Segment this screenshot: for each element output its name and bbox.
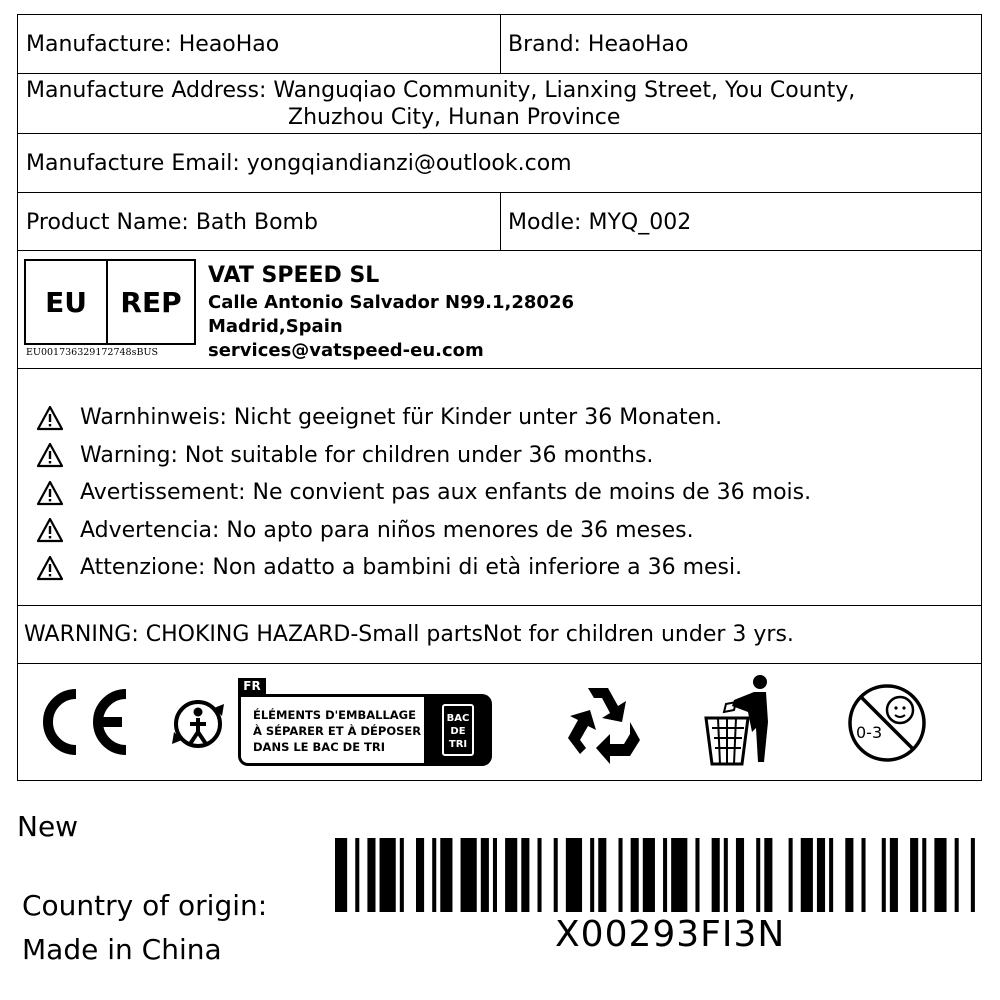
manufacturer-row (18, 15, 981, 74)
origin-block (22, 884, 267, 972)
model-cell (500, 193, 983, 250)
warning-text-fr: Avertissement: Ne convient pas aux enfants de moins de 36 mois. (80, 480, 812, 506)
barcode-bar (764, 838, 772, 912)
barcode-bar (440, 838, 452, 912)
barcode-bar (890, 838, 898, 912)
warning-triangle-icon (36, 442, 64, 468)
warning-triangle-icon (36, 480, 64, 506)
barcode-bar (695, 838, 699, 912)
brand-text: Brand: HeaoHao (508, 32, 689, 57)
email-cell (18, 134, 981, 192)
barcode-bar (829, 838, 833, 912)
barcode-bar (461, 838, 477, 912)
manufacture-cell (18, 15, 500, 73)
origin-value: Made in China (22, 933, 222, 966)
warning-triangle-icon (36, 405, 64, 431)
barcode-bar (671, 838, 687, 912)
not-for-under-3-icon (846, 682, 928, 764)
warning-triangle-icon (36, 555, 64, 581)
address-line2: Zhuzhou City, Hunan Province (288, 105, 621, 130)
triman-icon (168, 694, 238, 754)
barcode-bar (432, 838, 436, 912)
model-text: Modle: MYQ_002 (508, 210, 692, 235)
email-row (18, 134, 981, 193)
warning-item (36, 437, 811, 475)
condition-text: New (17, 810, 79, 843)
triman-fr-badge: FR (238, 678, 266, 694)
choking-cell (18, 606, 981, 663)
triman-info-box (238, 678, 494, 770)
warning-text-it: Attenzione: Non adatto a bambini di età inferiore a 36 mesi. (80, 555, 743, 581)
manufacture-text: Manufacture: HeaoHao (26, 32, 280, 57)
eu-rep-address-line1: Calle Antonio Salvador N99.1,28026 (208, 292, 574, 313)
sorting-bin-icon (442, 704, 474, 756)
eu-rep-logo (24, 259, 196, 345)
barcode-bar (590, 838, 594, 912)
barcode-bar (663, 838, 667, 912)
barcode-bar (955, 838, 959, 912)
barcode-bar (493, 838, 497, 912)
warnings-row (18, 369, 981, 606)
eu-rep-address-line2: Madrid,Spain (208, 316, 343, 337)
triman-bin-panel (424, 694, 492, 766)
warning-text-es: Advertencia: No apto para niños menores de 36 meses. (80, 517, 694, 543)
symbols-row (18, 664, 981, 780)
barcode-bar (971, 838, 975, 912)
warning-item (36, 549, 811, 587)
warning-triangle-icon (36, 517, 64, 543)
barcode-bar (724, 838, 728, 912)
email-text: Manufacture Email: yongqiandianzi@outlook.com (26, 151, 572, 176)
barcode-bar (521, 838, 529, 912)
address-cell (18, 74, 981, 133)
eu-rep-details (208, 261, 574, 363)
ce-mark-text: CE (36, 686, 38, 687)
choking-row (18, 606, 981, 664)
product-name-text: Product Name: Bath Bomb (26, 210, 318, 235)
barcode-bar (416, 838, 424, 912)
warning-item (36, 474, 811, 512)
triman-line1: ÉLÉMENTS D'EMBALLAGE (253, 708, 416, 722)
triman-line2: À SÉPARER ET À DÉPOSER (253, 724, 422, 738)
barcode-bar (845, 838, 853, 912)
triman-text (253, 707, 421, 755)
barcode-bar (789, 838, 793, 912)
choking-warning-text: WARNING: CHOKING HAZARD-Small partsNot for children under 3 yrs. (24, 622, 794, 647)
warning-text-en: Warning: Not suitable for children under 36 months. (80, 442, 654, 468)
age-label: 0-3 (856, 723, 883, 742)
address-line1: Manufacture Address: Wanguqiao Community, Lianxing Street, You County, (26, 78, 856, 103)
barcode-bar (631, 838, 639, 912)
brand-cell (500, 15, 983, 73)
barcode-bar (481, 838, 489, 912)
product-name-cell (18, 193, 500, 250)
warning-list (36, 399, 811, 587)
bin-line3: TRI (448, 739, 468, 750)
eu-mark: EU (26, 261, 108, 343)
barcode-value: X00293FI3N (555, 914, 786, 955)
barcode-bar (538, 838, 542, 912)
barcode-bar (817, 838, 825, 912)
barcode-bar (882, 838, 886, 912)
barcode-bar (756, 838, 760, 912)
barcode-bar (554, 838, 558, 912)
warning-text-de: Warnhinweis: Nicht geeignet für Kinder unter 36 Monaten. (80, 405, 723, 431)
barcode (335, 838, 983, 912)
barcode-bar (355, 838, 359, 912)
barcode-bar (862, 838, 866, 912)
address-row (18, 74, 981, 134)
barcode-bar (934, 838, 946, 912)
barcode-bar (643, 838, 655, 912)
eu-rep-company: VAT SPEED SL (208, 263, 380, 288)
product-row (18, 193, 981, 251)
barcode-bar (598, 838, 606, 912)
barcode-bar (566, 838, 582, 912)
ce-mark-icon (36, 686, 136, 758)
bin-line1: BAC (446, 713, 470, 724)
warning-item (36, 399, 811, 437)
barcode-bar (910, 838, 918, 912)
rep-mark: REP (120, 285, 182, 319)
warning-item (36, 512, 811, 550)
barcode-bar (736, 838, 744, 912)
product-label (17, 14, 982, 781)
barcode-bar (367, 838, 375, 912)
eu-rep-email: services@vatspeed-eu.com (208, 340, 484, 361)
barcode-bar (505, 838, 517, 912)
origin-label: Country of origin: (22, 889, 268, 922)
barcode-bar (922, 838, 926, 912)
barcode-bar (619, 838, 623, 912)
eu-rep-code: EU001736329172748sBUS (26, 347, 158, 358)
eu-rep-row (18, 251, 981, 369)
tidyman-icon (698, 672, 788, 772)
barcode-bar (335, 838, 347, 912)
triman-text-frame (238, 694, 428, 766)
recycle-icon (558, 678, 648, 766)
barcode-bar (400, 838, 404, 912)
bin-line2: DE (450, 726, 466, 737)
barcode-bar (380, 838, 396, 912)
triman-line3: DANS LE BAC DE TRI (253, 740, 386, 754)
barcode-bar (712, 838, 720, 912)
barcode-bar (801, 838, 813, 912)
